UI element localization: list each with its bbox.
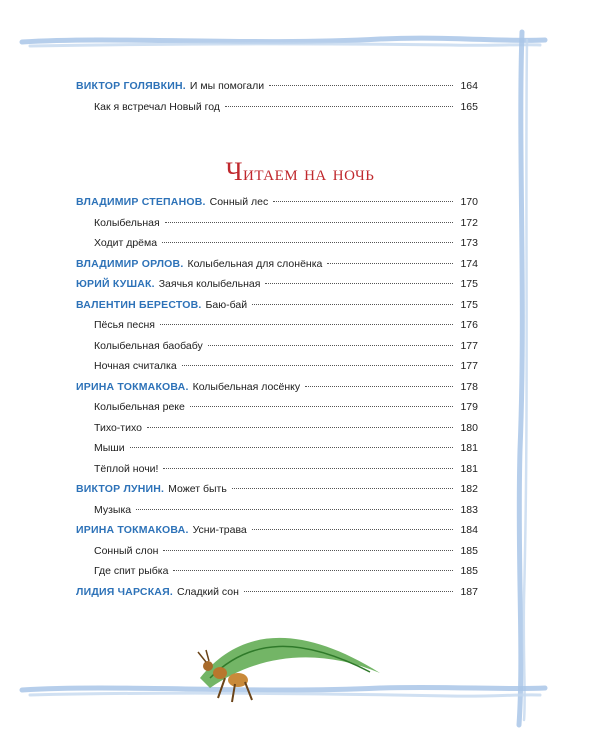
toc-entry <box>76 586 478 607</box>
toc-title: Музыка <box>94 503 132 516</box>
toc-title: Тёплой ночи! <box>94 462 159 475</box>
section-title-initial: Ч <box>225 157 243 186</box>
toc-page-number: 183 <box>460 503 478 516</box>
dot-leader <box>269 85 453 86</box>
dot-leader <box>163 550 453 551</box>
toc-title: Колыбельная <box>94 216 160 229</box>
dot-leader <box>232 488 453 489</box>
toc-page-number: 181 <box>460 442 478 454</box>
dot-leader <box>147 427 453 428</box>
toc-section <box>76 196 478 606</box>
toc-author: ЛИДИЯ ЧАРСКАЯ. <box>76 585 173 598</box>
toc-author: ИРИНА ТОКМАКОВА. <box>76 380 189 393</box>
toc-title: Мыши <box>94 442 125 454</box>
toc-title: Сонный слон <box>94 544 159 557</box>
toc-page-number: 181 <box>460 462 478 475</box>
dot-leader <box>173 570 453 571</box>
toc-entry <box>76 483 478 504</box>
toc-page-number: 177 <box>460 339 478 352</box>
toc-title: Заячья колыбельная <box>158 278 261 290</box>
toc-author: ВИКТОР ЛУНИН. <box>76 483 165 495</box>
dot-leader <box>162 242 453 243</box>
toc-page-number: 180 <box>460 421 478 434</box>
dot-leader <box>190 406 453 407</box>
toc-title: Где спит рыбка <box>94 565 169 577</box>
toc-title: Как я встречал Новый год <box>94 100 220 113</box>
toc-author: ИРИНА ТОКМАКОВА. <box>76 524 189 536</box>
toc-title: И мы помогали <box>189 80 265 92</box>
toc-author: ВЛАДИМИР СТЕПАНОВ. <box>76 196 206 208</box>
ant-on-leaf-illustration <box>180 618 400 708</box>
dot-leader <box>265 283 453 284</box>
dot-leader <box>273 201 453 202</box>
toc-page-number: 165 <box>460 100 478 113</box>
toc-page-number: 173 <box>460 237 478 249</box>
toc-entry <box>76 258 478 279</box>
dot-leader <box>252 304 453 305</box>
dot-leader <box>225 106 453 107</box>
dot-leader <box>160 324 453 325</box>
dot-leader <box>182 365 453 366</box>
toc-entry <box>76 545 478 566</box>
toc-entry <box>76 442 478 463</box>
dot-leader <box>130 447 453 448</box>
toc-entry <box>76 340 478 361</box>
toc-entry <box>76 299 478 320</box>
toc-author: ВАЛЕНТИН БЕРЕСТОВ. <box>76 298 202 311</box>
dot-leader <box>208 345 453 346</box>
toc-entry <box>76 422 478 443</box>
toc-title: Колыбельная для слонёнка <box>187 257 323 270</box>
toc-page-number: 176 <box>460 319 478 331</box>
toc-entry <box>76 80 478 101</box>
dot-leader <box>305 386 453 387</box>
toc-title: Может быть <box>168 483 227 495</box>
toc-entry <box>76 217 478 238</box>
toc-author: ЮРИЙ КУШАК. <box>76 278 155 290</box>
dot-leader <box>136 509 453 510</box>
toc-title: Баю-бай <box>205 298 248 311</box>
toc-page-number: 170 <box>460 196 478 208</box>
toc-entry <box>76 196 478 217</box>
toc-title: Сонный лес <box>209 196 269 208</box>
toc-entry <box>76 401 478 422</box>
toc-title: Усни-трава <box>192 524 247 536</box>
dot-leader <box>163 468 453 469</box>
toc-page-number: 177 <box>460 360 478 372</box>
toc-title: Пёсья песня <box>94 319 155 331</box>
dot-leader <box>244 591 453 592</box>
toc-title: Ночная считалка <box>94 360 177 372</box>
toc-entry <box>76 360 478 381</box>
toc-entry <box>76 504 478 525</box>
toc-entry <box>76 237 478 258</box>
toc-page-number: 182 <box>460 483 478 495</box>
toc-continued <box>76 80 478 121</box>
toc-page-number: 175 <box>460 298 478 311</box>
toc-title: Сладкий сон <box>176 585 239 598</box>
toc-entry <box>76 565 478 586</box>
toc-author: ВЛАДИМИР ОРЛОВ. <box>76 257 184 270</box>
toc-page-number: 185 <box>460 565 478 577</box>
dot-leader <box>327 263 453 264</box>
section-title <box>0 157 600 187</box>
toc-page-number: 174 <box>460 257 478 270</box>
toc-entry <box>76 381 478 402</box>
toc-page-number: 164 <box>460 80 478 92</box>
toc-page-number: 175 <box>460 278 478 290</box>
toc-entry <box>76 101 478 122</box>
dot-leader <box>252 529 453 530</box>
dot-leader <box>165 222 453 223</box>
toc-entry <box>76 278 478 299</box>
toc-title: Тихо-тихо <box>94 421 142 434</box>
toc-entry <box>76 524 478 545</box>
toc-entry <box>76 463 478 484</box>
toc-title: Колыбельная реке <box>94 401 185 413</box>
toc-page-number: 184 <box>460 524 478 536</box>
toc-page-number: 178 <box>460 380 478 393</box>
toc-page-number: 185 <box>460 544 478 557</box>
toc-title: Колыбельная баобабу <box>94 339 203 352</box>
toc-page-number: 179 <box>460 401 478 413</box>
toc-page-number: 172 <box>460 216 478 229</box>
toc-title: Колыбельная лосёнку <box>192 380 301 393</box>
toc-title: Ходит дрёма <box>94 237 158 249</box>
toc-author: ВИКТОР ГОЛЯВКИН. <box>76 80 186 92</box>
section-title-rest: итаем на ночь <box>243 160 375 185</box>
toc-page-number: 187 <box>460 585 478 598</box>
toc-entry <box>76 319 478 340</box>
